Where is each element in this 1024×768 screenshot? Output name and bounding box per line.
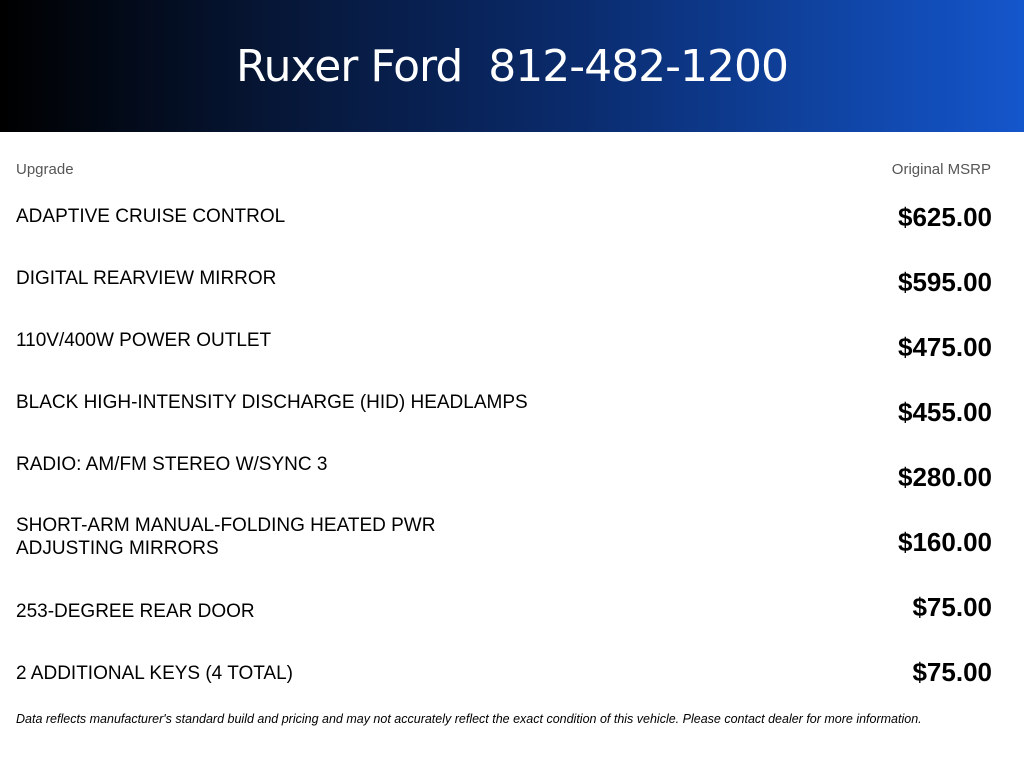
upgrade-label: 2 ADDITIONAL KEYS (4 TOTAL)	[16, 663, 293, 684]
header-banner	[0, 0, 1024, 132]
upgrade-price: $595.00	[898, 267, 992, 297]
upgrade-price: $475.00	[898, 332, 992, 362]
dealer-phone: 812-482-1200	[488, 41, 788, 92]
upgrade-label: DIGITAL REARVIEW MIRROR	[16, 268, 277, 289]
upgrade-price: $75.00	[912, 657, 992, 687]
upgrade-label: SHORT-ARM MANUAL-FOLDING HEATED PWR ADJUSTING MIRRORS	[16, 515, 436, 559]
upgrade-price: $160.00	[898, 527, 992, 557]
upgrade-label: ADAPTIVE CRUISE CONTROL	[16, 206, 286, 227]
upgrade-label: BLACK HIGH-INTENSITY DISCHARGE (HID) HEADLAMPS	[16, 392, 528, 413]
upgrade-label: RADIO: AM/FM STEREO W/SYNC 3	[16, 454, 328, 475]
disclaimer-text: Data reflects manufacturer's standard build and pricing and may not accurately reflect the exact condition of this vehicle. Please contact dealer for more information.	[16, 712, 922, 726]
column-header-msrp: Original MSRP	[891, 161, 991, 178]
upgrade-label: 110V/400W POWER OUTLET	[16, 330, 272, 351]
upgrade-price: $455.00	[898, 397, 992, 427]
header-title	[0, 37, 1024, 97]
upgrade-price: $625.00	[898, 202, 992, 232]
column-header-upgrade: Upgrade	[16, 161, 74, 178]
upgrade-price: $75.00	[912, 592, 992, 622]
dealer-name: Ruxer Ford	[236, 41, 463, 92]
upgrade-label: 253-DEGREE REAR DOOR	[16, 601, 255, 622]
upgrade-price: $280.00	[898, 462, 992, 492]
